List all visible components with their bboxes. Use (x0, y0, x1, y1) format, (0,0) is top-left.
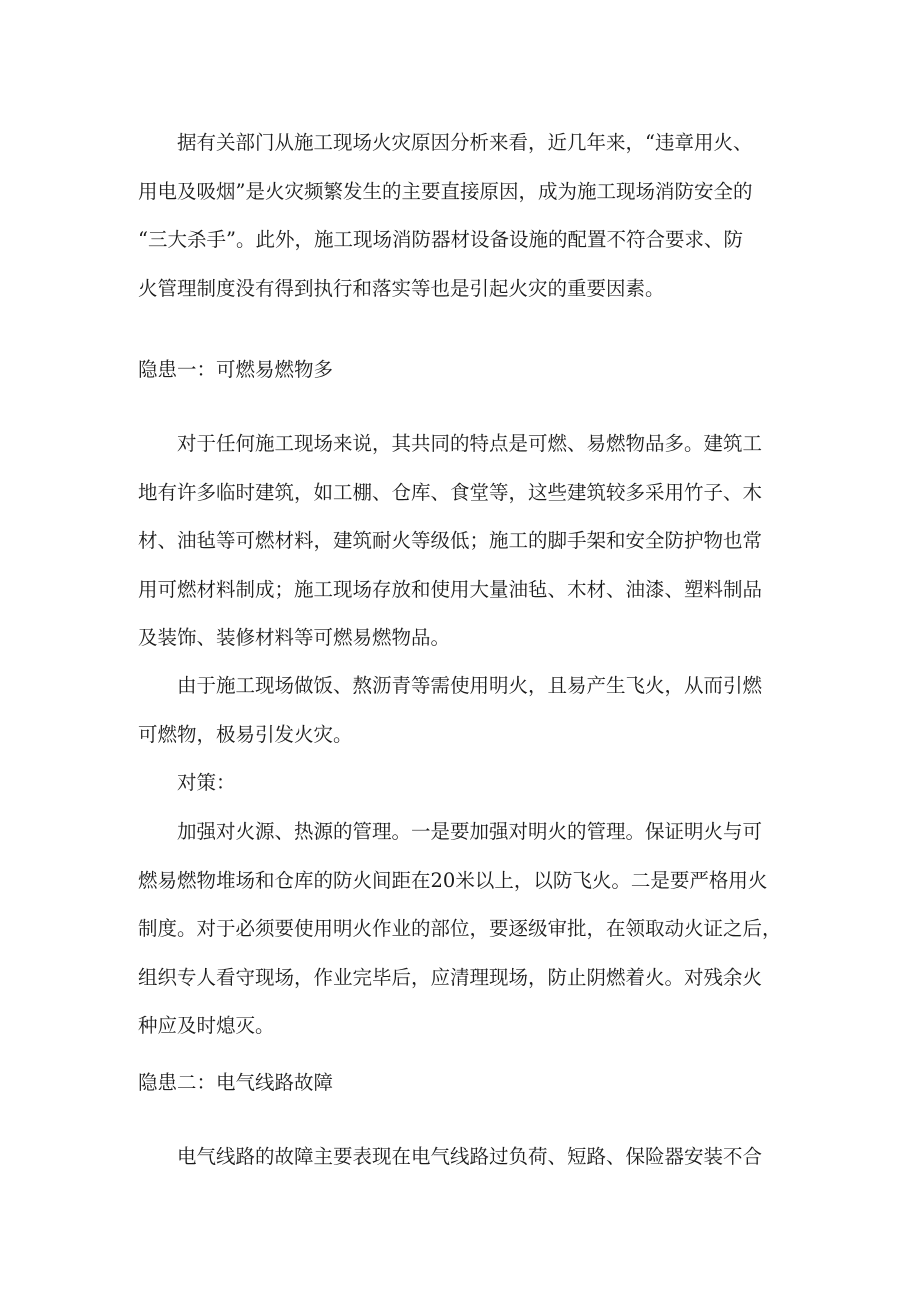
text-line: 火管理制度没有得到执行和落实等也是引起火灾的重要因素。 (138, 276, 665, 300)
section-heading-hazard-2: 隐患二：电气线路故障 (138, 1071, 334, 1094)
text-line: 用可燃材料制成；施工现场存放和使用大量油毡、木材、油漆、塑料制品 (138, 577, 763, 601)
text-line: 组织专人看守现场，作业完毕后，应清理现场，防止阴燃着火。对残余火 (138, 965, 763, 989)
text-line: 可燃物，极易引发火灾。 (138, 722, 353, 746)
text-line: 及装饰、装修材料等可燃易燃物品。 (138, 626, 451, 650)
text-line: 对于任何施工现场来说，其共同的特点是可燃、易燃物品多。建筑工 (177, 432, 763, 455)
countermeasure-label: 对策： (177, 771, 236, 794)
paragraph-combustibles (138, 420, 798, 663)
paragraph-countermeasures (138, 808, 798, 1051)
text-line: 地有许多临时建筑，如工棚、仓库、食堂等，这些建筑较多采用竹子、木 (138, 480, 763, 504)
paragraph-open-fire (138, 662, 798, 759)
text-line: 材、油毡等可燃材料，建筑耐火等级低；施工的脚手架和安全防护物也常 (138, 529, 763, 553)
text-line: 燃易燃物堆场和仓库的防火间距在20米以上，以防飞火。二是要严格用火 (138, 868, 768, 892)
text-line: 制度。对于必须要使用明火作业的部位，要逐级审批，在领取动火证之后， (138, 917, 782, 941)
text-line: 据有关部门从施工现场火灾原因分析来看，近几年来，“违章用火、 (177, 131, 753, 154)
text-line: 加强对火源、热源的管理。一是要加强对明火的管理。保证明火与可 (177, 820, 763, 843)
text-line: 电气线路的故障主要表现在电气线路过负荷、短路、保险器安装不合 (177, 1145, 763, 1168)
text-line: 由于施工现场做饭、熬沥青等需使用明火，且易产生飞火，从而引燃 (177, 674, 763, 697)
paragraph-electrical-faults (138, 1133, 798, 1182)
section-heading-hazard-1: 隐患一：可燃易燃物多 (138, 358, 334, 381)
paragraph-fire-causes (138, 119, 798, 313)
text-line: 种应及时熄灭。 (138, 1014, 275, 1038)
text-line: 用电及吸烟”是火灾频繁发生的主要直接原因，成为施工现场消防安全的 (138, 179, 753, 203)
text-line: “三大杀手”。此外，施工现场消防器材设备设施的配置不符合要求、防 (138, 228, 743, 252)
